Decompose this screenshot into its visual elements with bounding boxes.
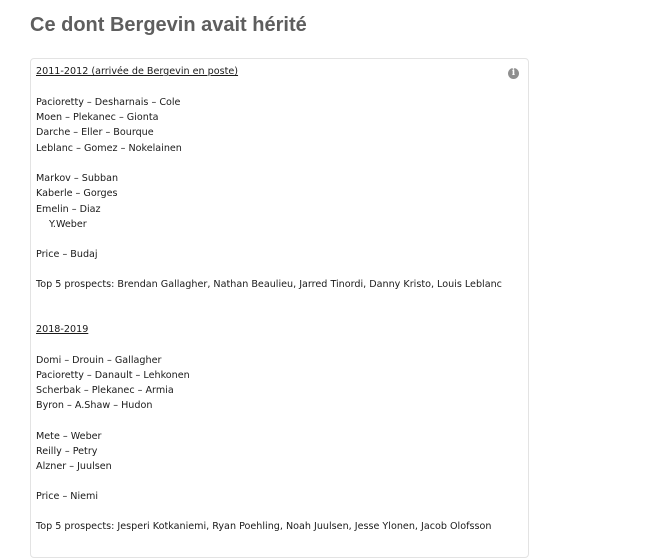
forward-line-2011-2: Moen – Plekanec – Gionta	[36, 112, 159, 123]
forward-line-2018-4: Byron – A.Shaw – Hudon	[36, 400, 153, 411]
lineup-card	[30, 58, 529, 558]
defense-pair-2011-1: Markov – Subban	[36, 173, 119, 184]
goalies-2011: Price – Budaj	[36, 249, 98, 260]
defense-extra-2011: Y.Weber	[49, 219, 87, 230]
defense-pair-2011-3: Emelin – Diaz	[36, 204, 101, 215]
defense-pair-2018-3: Alzner – Juulsen	[36, 461, 112, 472]
page-title: Ce dont Bergevin avait hérité	[30, 14, 307, 36]
season-heading-2018: 2018-2019	[36, 324, 89, 335]
prospects-2011: Top 5 prospects: Brendan Gallagher, Nathan Beaulieu, Jarred Tinordi, Danny Kristo, Louis Leblanc	[36, 279, 502, 290]
forward-line-2018-3: Scherbak – Plekanec – Armia	[36, 385, 174, 396]
prospects-2018: Top 5 prospects: Jesperi Kotkaniemi, Ryan Poehling, Noah Juulsen, Jesse Ylonen, Jacob Olofsson	[36, 521, 492, 532]
defense-pair-2018-1: Mete – Weber	[36, 431, 102, 442]
forward-line-2018-1: Domi – Drouin – Gallagher	[36, 355, 162, 366]
defense-pair-2018-2: Reilly – Petry	[36, 446, 98, 457]
forward-line-2011-1: Pacioretty – Desharnais – Cole	[36, 97, 181, 108]
defense-pair-2011-2: Kaberle – Gorges	[36, 188, 118, 199]
info-icon[interactable]: i	[508, 68, 519, 79]
forward-line-2011-4: Leblanc – Gomez – Nokelainen	[36, 143, 182, 154]
forward-line-2011-3: Darche – Eller – Bourque	[36, 127, 154, 138]
forward-line-2018-2: Pacioretty – Danault – Lehkonen	[36, 370, 190, 381]
season-heading-2011: 2011-2012 (arrivée de Bergevin en poste)	[36, 66, 239, 77]
goalies-2018: Price – Niemi	[36, 491, 99, 502]
